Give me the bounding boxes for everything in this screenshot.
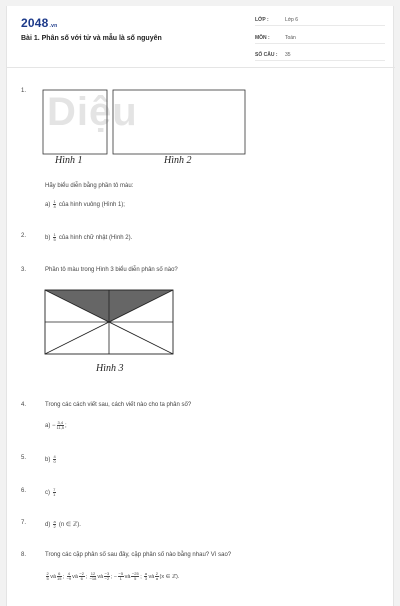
fraction: $\frac{1}{4}$ <box>53 199 56 209</box>
fraction: $\frac{a}{3}$ <box>144 571 147 581</box>
site-logo[interactable]: 2048.vn <box>21 16 58 30</box>
fraction: $\frac{-5}{1}$ <box>118 571 124 581</box>
fraction: $\frac{4}{0}$ <box>53 454 56 464</box>
figure-3-caption: Hình 3 <box>96 363 124 374</box>
meta-label: SỐ CÂU : <box>255 52 278 58</box>
fraction: $\frac{-3}{-2}$ <box>104 571 110 581</box>
meta-row-count <box>255 47 385 61</box>
question-5-text: b) $\frac{4}{0}$ <box>45 454 56 464</box>
question-4-text: Trong các cách viết sau, cách viết nào cho ta phân số? <box>45 402 192 408</box>
document-page <box>6 6 394 606</box>
question-1-prompt: Hãy biểu diễn bằng phần tô màu: <box>45 183 134 189</box>
question-number: 2. <box>21 233 27 239</box>
question-number: 6. <box>21 488 27 494</box>
figure-1-caption: Hình 1 <box>55 155 83 166</box>
question-4-part-a: a) − $\frac{3,4}{11,5}$ ; <box>45 420 67 430</box>
meta-label: MÔN : <box>255 35 270 41</box>
rectangle-figure <box>113 90 245 154</box>
meta-value: 35 <box>285 52 291 58</box>
question-8-pairs: $\frac{2}{5}$ và $\frac{6}{15}$ ; $\frac{4}{-9}$ và $\frac{-2}{6}$ ; $\frac{12}{-18}$ và $\frac{-3}{-2}$ ; − $\frac{-5}{1}$ và $\frac{-25}{5}$ ; $\frac{a}{3}$ và $\frac{2}{a}$ (x ∈ ℤ). <box>46 571 180 581</box>
fraction: $\frac{a}{2}$ <box>53 519 56 529</box>
fraction: $\frac{7}{1}$ <box>53 487 56 497</box>
page-title: Bài 1. Phân số với tử và mẫu là số nguyên <box>21 35 162 42</box>
meta-row-class <box>255 12 385 26</box>
fraction: $\frac{2}{5}$ <box>46 571 49 581</box>
question-6-text: c) $\frac{7}{1}$ <box>45 487 56 497</box>
question-2-text: b) $\frac{1}{5}$ của hình chữ nhật (Hình 2). <box>45 232 133 242</box>
meta-value: Lớp 6 <box>285 17 299 23</box>
question-8-text: Trong các cặp phân số sau đây, cặp phân số nào bằng nhau? Vì sao? <box>45 552 232 558</box>
fraction: $\frac{12}{-18}$ <box>89 571 97 581</box>
question-number: 4. <box>21 402 27 408</box>
meta-row-subject <box>255 30 385 44</box>
fraction: $\frac{1}{5}$ <box>53 232 56 242</box>
question-7-text: d) $\frac{a}{2}$ (n ∈ ℤ). <box>45 519 81 529</box>
question-number: 3. <box>21 267 27 273</box>
document-header <box>7 6 395 68</box>
watermark-logo: Diệu <box>47 90 138 134</box>
figure-3 <box>43 288 177 358</box>
question-number: 7. <box>21 520 27 526</box>
fraction: $\frac{3,4}{11,5}$ <box>56 420 65 430</box>
fraction: $\frac{-25}{5}$ <box>131 571 139 581</box>
square-figure <box>43 90 107 154</box>
fraction: $\frac{-2}{6}$ <box>79 571 84 581</box>
fraction: $\frac{2}{a}$ <box>155 571 159 581</box>
question-number: 1. <box>21 88 27 94</box>
question-1-part-a: a) $\frac{1}{4}$ của hình vuông (Hình 1); <box>45 199 125 209</box>
question-number: 5. <box>21 455 27 461</box>
meta-value: Toán <box>285 35 296 41</box>
fraction: $\frac{4}{-9}$ <box>66 571 72 581</box>
figure-2-caption: Hình 2 <box>164 155 192 166</box>
meta-label: LỚP : <box>255 17 269 23</box>
question-3-text: Phần tô màu trong Hình 3 biểu diễn phân số nào? <box>45 267 178 273</box>
fraction: $\frac{6}{15}$ <box>57 571 62 581</box>
question-number: 8. <box>21 552 27 558</box>
